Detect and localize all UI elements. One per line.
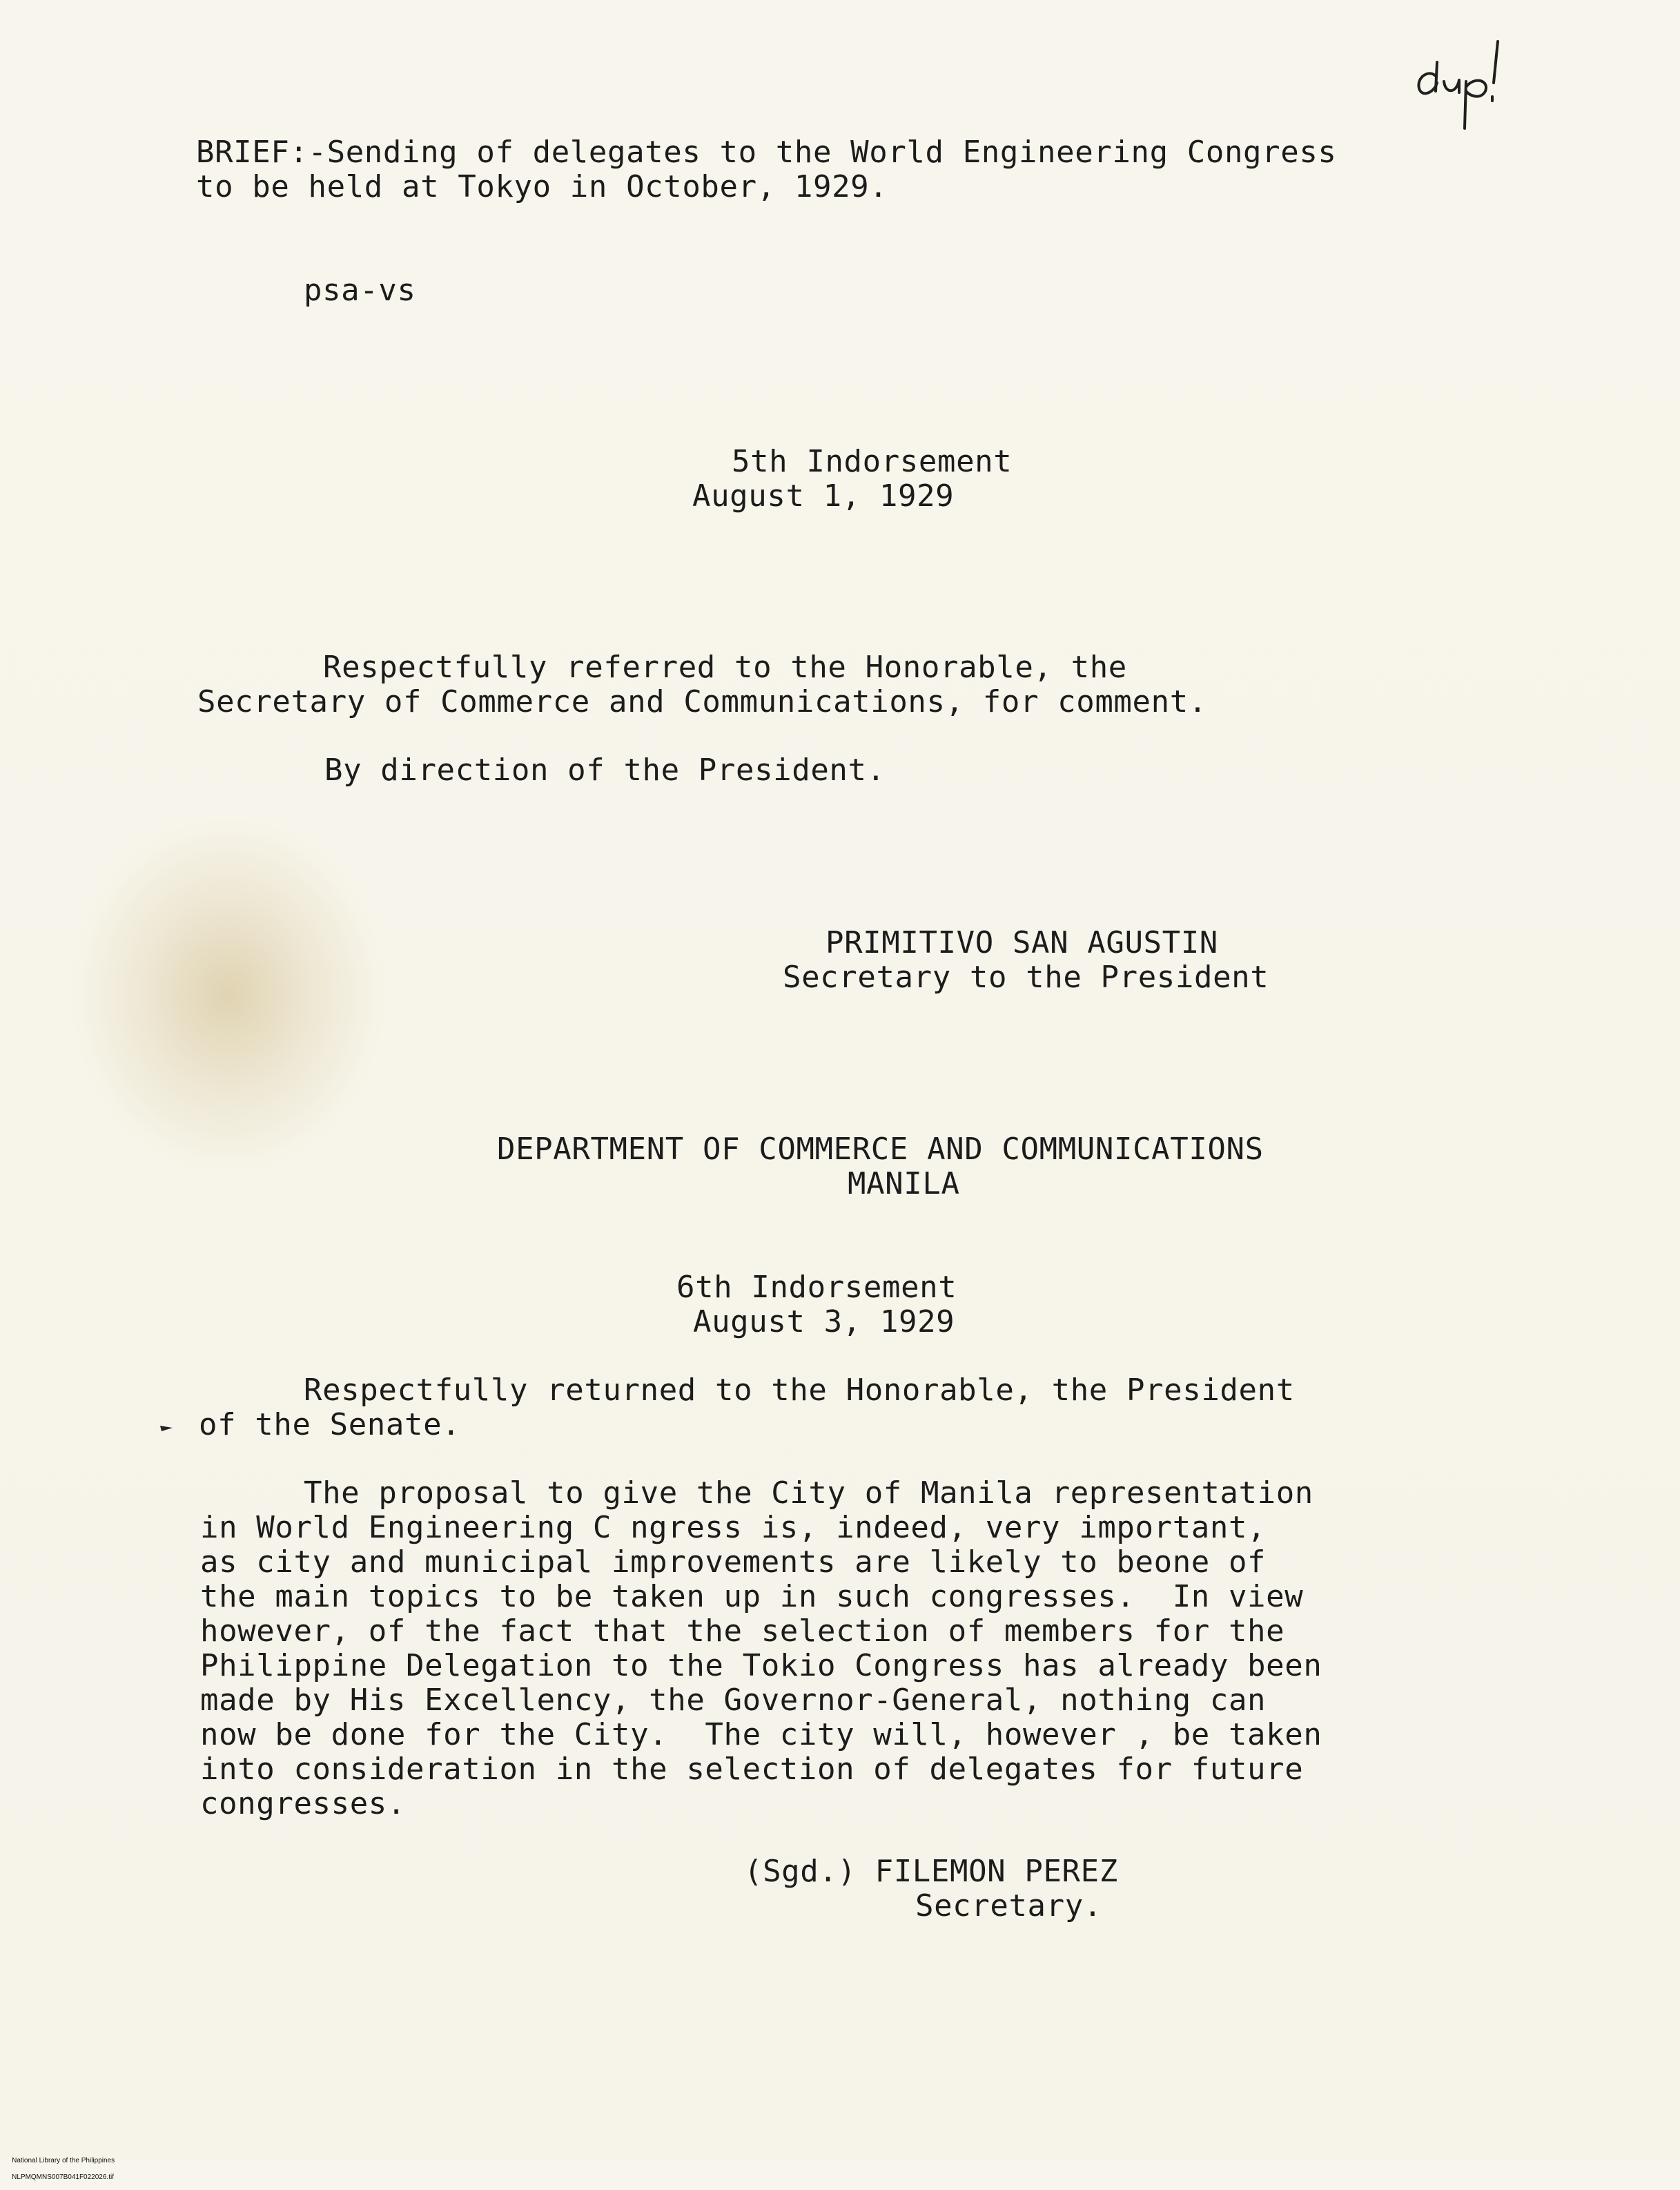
footer-spacer <box>12 2165 21 2173</box>
scan-filename: NLPMQMNS007B041F022026.tif <box>12 2173 114 2181</box>
returned-line-1: Respectfully returned to the Honorable, the President <box>304 1373 1295 1408</box>
archive-footer <box>4 2149 115 2190</box>
paragraph-line: Philippine Delegation to the Tokio Congress has already been <box>200 1648 1322 1683</box>
paragraph-line: congresses. <box>200 1786 406 1821</box>
fifth-indorsement-body-line-1: Respectfully referred to the Honorable, the <box>323 650 1127 685</box>
paragraph-line: made by His Excellency, the Governor-General, nothing can <box>200 1683 1267 1718</box>
paragraph-line: however, of the fact that the selection of members for the <box>200 1614 1285 1649</box>
typist-initials: psa-vs <box>304 273 416 308</box>
paragraph-line: now be done for the City. The city will, however , be taken <box>200 1717 1322 1752</box>
library-credit: National Library of the Philippines <box>12 2157 115 2164</box>
fifth-signer-title: Secretary to the President <box>783 960 1269 995</box>
fifth-indorsement-date: August 1, 1929 <box>692 478 955 514</box>
margin-arrow-mark <box>160 1424 173 1432</box>
paragraph-line: as city and municipal improvements are likely to beone of <box>200 1544 1267 1580</box>
sixth-indorsement-title: 6th Indorsement <box>676 1270 957 1305</box>
paragraph-line: into consideration in the selection of delegates for future <box>200 1752 1304 1787</box>
fifth-indorsement-title: 5th Indorsement <box>732 444 1013 479</box>
department-city: MANILA <box>848 1166 960 1201</box>
fifth-indorsement-body-line-2: Secretary of Commerce and Communications, for comment. <box>197 684 1207 719</box>
sixth-signature-line: (Sgd.) FILEMON PEREZ <box>744 1854 1118 1889</box>
paragraph-line: The proposal to give the City of Manila representation <box>304 1475 1313 1511</box>
department-name: DEPARTMENT OF COMMERCE AND COMMUNICATIONS <box>497 1132 1264 1167</box>
sixth-indorsement-date: August 3, 1929 <box>693 1304 955 1339</box>
sixth-signature-title: Secretary. <box>915 1888 1102 1923</box>
paragraph-line: the main topics to be taken up in such congresses. In view <box>200 1579 1304 1614</box>
brief-line-2: to be held at Tokyo in October, 1929. <box>196 169 888 204</box>
brief-line-1: BRIEF:-Sending of delegates to the World Engineering Congress <box>196 135 1337 170</box>
paragraph-line: in World Engineering C ngress is, indeed, very important, <box>200 1510 1267 1545</box>
returned-line-2: of the Senate. <box>199 1407 461 1442</box>
fifth-signer-name: PRIMITIVO SAN AGUSTIN <box>826 925 1218 960</box>
handwritten-annotation <box>1408 28 1518 131</box>
direction-line: By direction of the President. <box>324 753 886 788</box>
